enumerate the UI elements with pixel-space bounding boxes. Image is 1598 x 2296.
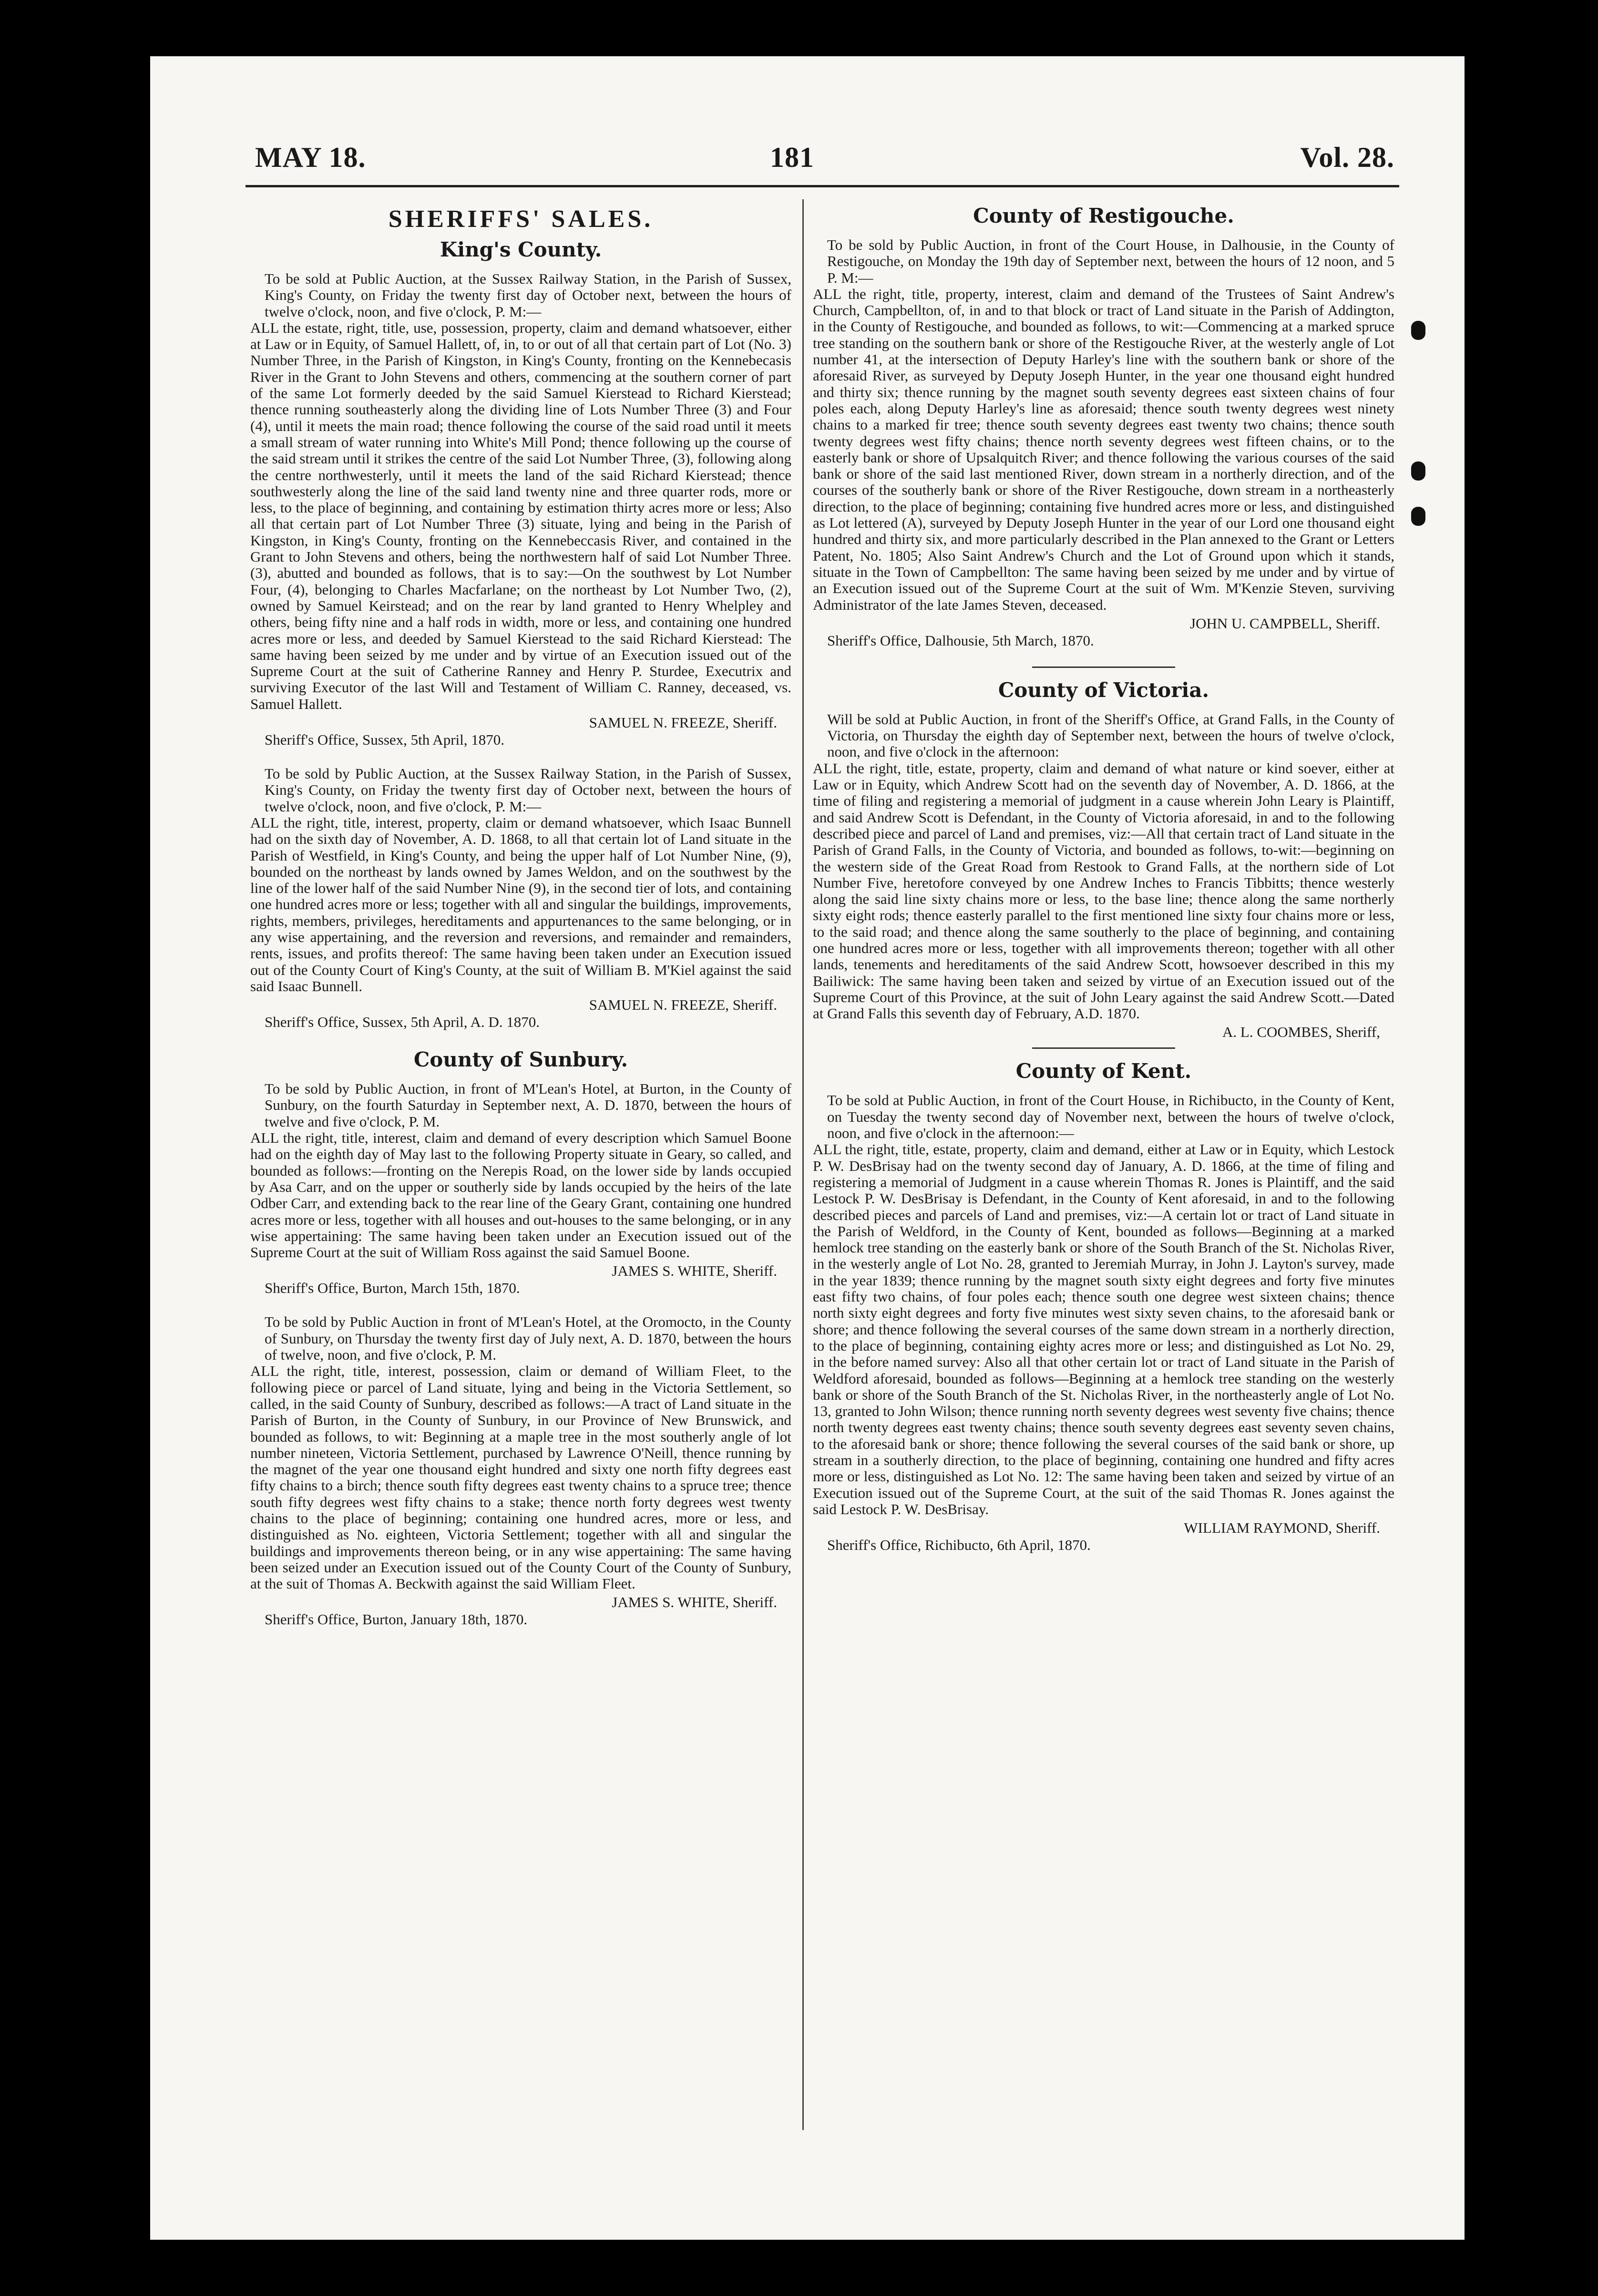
left-column [250,199,791,1645]
notice-body: ALL the estate, right, title, use, possession, property, claim and demand whatsoever, either at Law or in Equity, of Samuel Hallett, of, in, to or out of all that certain part of Lot (No. 3) Number Three, in the Parish of Kingston, in King's County, fronting on the Kennebecasis River in the Grant to John Stevens and others, commencing at the southern corner of part of the same Lot formerly deeded by the said Samuel Kierstead to Richard Kierstead; thence running southeasterly along the dividing line of Lots Number Three (3) and Four (4), until it meets the main road; thence following the course of the said road until it meets a small stream of water running into White's Mill Pond; thence following up the course of the said stream until it strikes the centre of the said Lot Number Three, (3), following along the centre northwesterly, until it meets the land of the said Richard Kierstead; thence southwesterly along the line of the said land twenty nine and three quarter rods, more or less, to the place of beginning, and containing by estimation thirty acres more or less; Also all that certain part of Lot Number Three (3) situate, lying and being in the Parish of Kingston, in King's County, fronting on the Kennebeccasis River, and contained in the Grant to John Stevens and others, being the northwestern half of said Lot Number Three. (3), abutted and bounded as follows, that is to say:—On the southwest by Lot Number Four, (4), belonging to Charles Macfarlane; on the northeast by Lot Number Two, (2), owned by Samuel Keirstead; and on the rear by land granted to Henry Whelpley and others, being fifty nine and a half rods in width, more or less, and containing one hundred acres more or less, and deeded by Samuel Kierstead to the said Richard Kierstead: The same having been seized by me under and by virtue of an Execution issued out of the Supreme Court at the suit of Catherine Ranney and Henry P. Sturdee, Executrix and surviving Executor of the last Will and Testament of William C. Ranney, deceased, vs. Samuel Hallett. [250,319,791,712]
office-dateline: Sheriff's Office, Richibucto, 6th April, 1870. [827,1537,1091,1554]
binding-hole [1411,461,1425,481]
newspaper-page [150,56,1465,2240]
office-dateline: Sheriff's Office, Burton, January 18th, 1870. [265,1611,528,1628]
notice-sunbury-1 [250,1048,791,1297]
county-heading: County of Sunbury. [413,1048,628,1072]
notice-body: ALL the right, title, property, interest, claim and demand of the Trustees of Saint Andrew's Church, Campbellton, of, in and to that block or tract of Land situate in the Parish of Addington, in the County of Restigouche, and bounded as follows, to wit:—Commencing at a marked spruce tree standing on the southern bank or shore of the Restigouche River, at the westerly angle of Lot number 41, at the intersection of Deputy Harley's line with the southern bank or shore of the aforesaid River, as surveyed by Deputy Joseph Hunter, in the year one thousand eight hundred and thirty six; thence running by the magnet south seventy degrees east sixteen chains of four poles each, along Deputy Harley's line as aforesaid; thence south twenty degrees west ninety chains to a marked fir tree; thence south seventy degrees east twenty two chains; thence south twenty degrees west fifty chains; thence north seventy degrees west fifteen chains, or to the easterly bank or shore of Upsalquitch River; and thence following the various courses of the said bank or shore of the said last mentioned River, down stream in a northerly direction, and of the courses of the southerly bank or shore of the River Restigouche, down stream in a northeasterly direction, to the place of beginning; containing five hundred acres more or less, and distinguished as Lot lettered (A), surveyed by Deputy Joseph Hunter in the year of our Lord one thousand eight hundred and thirty six, and more particularly described in the Plan annexed to the Grant or Letters Patent, No. 1805; Also Saint Andrew's Church and the Lot of Ground upon which it stands, situate in the Town of Campbellton: The same having been seized by me under and by virtue of an Execution issued out of the Supreme Court at the suit of Wm. M'Kenzie Steven, surviving Administrator of the late James Steven, deceased. [813,285,1394,613]
notice-victoria [813,678,1394,1041]
notice-body: ALL the right, title, estate, property, claim and demand of what nature or kind soever, either at Law or in Equity, which Andrew Scott had on the seventh day of November, A. D. 1866, at the time of filing and registering a memorial of judgment in a cause wherein John Leary is Plaintiff, and said Andrew Scott is Defendant, in the County of Victoria aforesaid, in and to the following described piece and parcel of Land and premises, viz:—All that certain tract of Land situate in the Parish of Grand Falls, in the County of Victoria, and bounded as follows, to-wit:—beginning on the western side of the Great Road from Restook to Grand Falls, at the northern side of Lot Number Five, heretofore conveyed by one Andrew Inches to Francis Tibbitts; thence westerly along the said line sixty chains more or less, to the base line; thence along the same northerly sixty eight rods; thence easterly parallel to the first mentioned line sixty four chains more or less, to the said road; and thence along the same southerly to the place of beginning, and containing one hundred acres more or less, together with all improvements thereon; together with all other lands, tenements and hereditaments of the said Andrew Scott, howsoever described in this my Bailiwick: The same having been taken and seized by virtue of an Execution issued out of the Supreme Court of this Province, at the suit of John Leary against the said Andrew Scott.—Dated at Grand Falls this seventh day of February, A.D. 1870. [813,759,1394,1022]
notice-body: ALL the right, title, interest, claim and demand of every description which Samuel Boone had on the eighth day of May last to the following Property situate in Geary, so called, and bounded as follows:—fronting on the Nerepis Road, on the lower side by lands occupied by Asa Carr, and on the upper or southerly side by lands occupied by the heirs of the late Odber Carr, and extending back to the rear line of the Geary Grant, containing one hundred acres more or less, together with all houses and out-houses to the same belonging, or in any wise appertaining: The same having been taken under an Execution issued out of the Supreme Court at the suit of William Ross against the said Samuel Boone. [250,1129,791,1261]
county-heading: King's County. [440,238,602,261]
notice-intro: To be sold by Public Auction, in front of the Court House, in Dalhousie, in the County of Restigouche, on Monday the 19th day of September next, between the hours of 12 noon, and 5 P. M:— [827,236,1394,286]
notice-body: ALL the right, title, interest, possession, claim or demand of William Fleet, to the following piece or parcel of Land situate, lying and being in the Victoria Settlement, so called, in the said County of Sunbury, described as follows:—A tract of Land situate in the Parish of Burton, in the County of Sunbury, in our Province of New Brunswick, and bounded as follows, to wit: Beginning at a maple tree in the most southerly angle of lot number nineteen, Victoria Settlement, purchased by Lawrence O'Neill, thence running by the magnet of the year one thousand eight hundred and sixty one north fifty degrees east fifty chains to a birch; thence south fifty degrees east twenty chains to a spruce tree; thence south fifty degrees west fifty chains to a stake; thence north forty degrees west twenty chains to the place of beginning; containing one hundred acres, more or less, and distinguished as No. eighteen, Victoria Settlement; together with all and singular the buildings and improvements thereon being, or in any wise appertaining: The same having been seized under an Execution issued out of the County Court of the County of Sunbury, at the suit of Thomas A. Beckwith against the said William Fleet. [250,1363,791,1592]
notice-body: ALL the right, title, estate, property, claim and demand, either at Law or in Equity, which Lestock P. W. DesBrisay had on the twenty second day of January, A. D. 1866, at the time of filing and registering a memorial of Judgment in a cause wherein Thomas R. Jones is Plaintiff, and the said Lestock P. W. DesBrisay is Defendant, in the County of Kent aforesaid, in and to the following described pieces and parcels of Land and premises, viz:—A certain lot or tract of Land situate in the Parish of Weldford, in the County of Kent, bounded as follows—Beginning at a marked hemlock tree standing on the easterly bank or shore of the South Branch of the St. Nicholas River, in the westerly angle of Lot No. 28, granted to Jeremiah Murray, in John J. Layton's survey, made in the year 1839; thence running by the magnet south sixty eight degrees and forty five minutes east fifty two chains, of four poles each; thence south one degree west sixteen chains; thence north sixty eight degrees and forty five minutes west sixty seven chains, to the aforesaid bank or shore; and thence following the several courses of the same down stream in a northerly direction, to the place of beginning, containing eighty acres more or less; and distinguished as Lot No. 29, in the before named survey: Also all that other certain lot or tract of Land situate in the Parish of Weldford aforesaid, bounded as follows—Beginning at a hemlock tree standing on the westerly bank or shore of the South Branch of the St. Nicholas River, in the northeasterly angle of Lot No. 13, granted to John Wilson; thence running north seventy degrees west seventy five chains; thence north twenty degrees east twenty chains; thence south seventy degrees east seventy seven chains, to the aforesaid bank or shore; thence following the several courses of the said bank or shore, up stream in a southerly direction, to the place of beginning, containing one hundred and fifty acres more or less, distinguished as Lot No. 12: The same having been taken and seized by virtue of an Execution issued out of the Supreme Court, at the suit of the said Thomas R. Jones against the said Lestock P. W. DesBrisay. [813,1141,1394,1517]
issue-date: MAY 18. [255,142,366,173]
sheriff-signature: A. L. COOMBES, Sheriff, [1222,1024,1380,1041]
binding-hole [1411,507,1425,526]
notice-kings-2 [250,766,791,1031]
office-dateline: Sheriff's Office, Dalhousie, 5th March, 1870. [827,632,1094,649]
section-rule [1032,666,1175,668]
column-divider [802,199,804,2130]
volume-number: Vol. 28. [1300,142,1394,173]
notice-kings-1 [250,238,791,748]
notice-intro: Will be sold at Public Auction, in front of the Sheriff's Office, at Grand Falls, in the County of Victoria, on Thursday the eighth day of September next, between the hours of twelve o'clock, noon, and five o'clock in the afternoon: [827,710,1394,760]
notice-sunbury-2 [250,1314,791,1628]
sheriff-signature: SAMUEL N. FREEZE, Sheriff. [589,996,777,1014]
notice-body: ALL the right, title, interest, property, claim or demand whatsoever, which Isaac Bunnell had on the sixth day of November, A. D. 1868, to all that certain lot of Land situate in the Parish of Westfield, in King's County, and being the upper half of Lot Number Nine, (9), bounded on the northeast by lands owned by James Weldon, and on the southwest by the line of the lower half of the said Number Nine (9), in the second tier of lots, and containing one hundred acres more or less; together with all and singular the buildings, improvements, rights, members, privileges, hereditaments and appurtenances to the same belonging, or in any wise appertaining, and the reversion and reversions, and remainder and remainders, rents, issues, and profits thereof: The same having been taken under an Execution issued out of the County Court of King's County, at the suit of William B. M'Kiel against the said said Isaac Bunnell. [250,814,791,994]
county-heading: County of Kent. [1015,1059,1192,1083]
sheriff-signature: JOHN U. CAMPBELL, Sheriff. [1190,615,1380,632]
office-dateline: Sheriff's Office, Burton, March 15th, 1870. [265,1280,520,1297]
county-heading: County of Restigouche. [973,204,1234,227]
office-dateline: Sheriff's Office, Sussex, 5th April, 1870. [265,731,504,748]
sheriff-signature: SAMUEL N. FREEZE, Sheriff. [589,714,777,731]
office-dateline: Sheriff's Office, Sussex, 5th April, A. D. 1870. [265,1014,540,1031]
notice-intro: To be sold at Public Auction, at the Sussex Railway Station, in the Parish of Sussex, King's County, on Friday the twenty first day of October next, between the hours of twelve o'clock, noon, and five o'clock, P. M:— [265,270,791,320]
header-rule [246,185,1399,187]
notice-intro: To be sold by Public Auction in front of M'Lean's Hotel, at the Oromocto, in the County of Sunbury, on Thursday the twenty first day of July next, A. D. 1870, between the hours of twelve, noon, and five o'clock, P. M. [265,1313,791,1363]
sheriff-signature: WILLIAM RAYMOND, Sheriff. [1184,1519,1380,1537]
sheriff-signature: JAMES S. WHITE, Sheriff. [612,1262,777,1280]
notice-kent [813,1059,1394,1554]
notice-intro: To be sold by Public Auction, at the Sussex Railway Station, in the Parish of Sussex, King's County, on Friday the twenty first day of October next, between the hours of twelve o'clock, noon, and five o'clock, P. M:— [265,765,791,815]
section-title: SHERIFFS' SALES. [388,205,654,233]
page-number: 181 [770,142,814,173]
notice-intro: To be sold by Public Auction, in front of M'Lean's Hotel, at Burton, in the County of Sunbury, on the fourth Saturday in September next, A. D. 1870, between the hours of twelve and five o'clock, P. M. [265,1080,791,1130]
section-rule [1032,1047,1175,1049]
notice-restigouche [813,204,1394,649]
right-column [813,199,1394,1571]
notice-intro: To be sold at Public Auction, in front of the Court House, in Richibucto, in the County of Kent, on Tuesday the twenty second day of November next, between the hours of twelve o'clock, noon, and five o'clock in the afternoon:— [827,1092,1394,1142]
county-heading: County of Victoria. [998,678,1209,702]
sheriff-signature: JAMES S. WHITE, Sheriff. [612,1594,777,1611]
binding-hole [1411,321,1425,340]
